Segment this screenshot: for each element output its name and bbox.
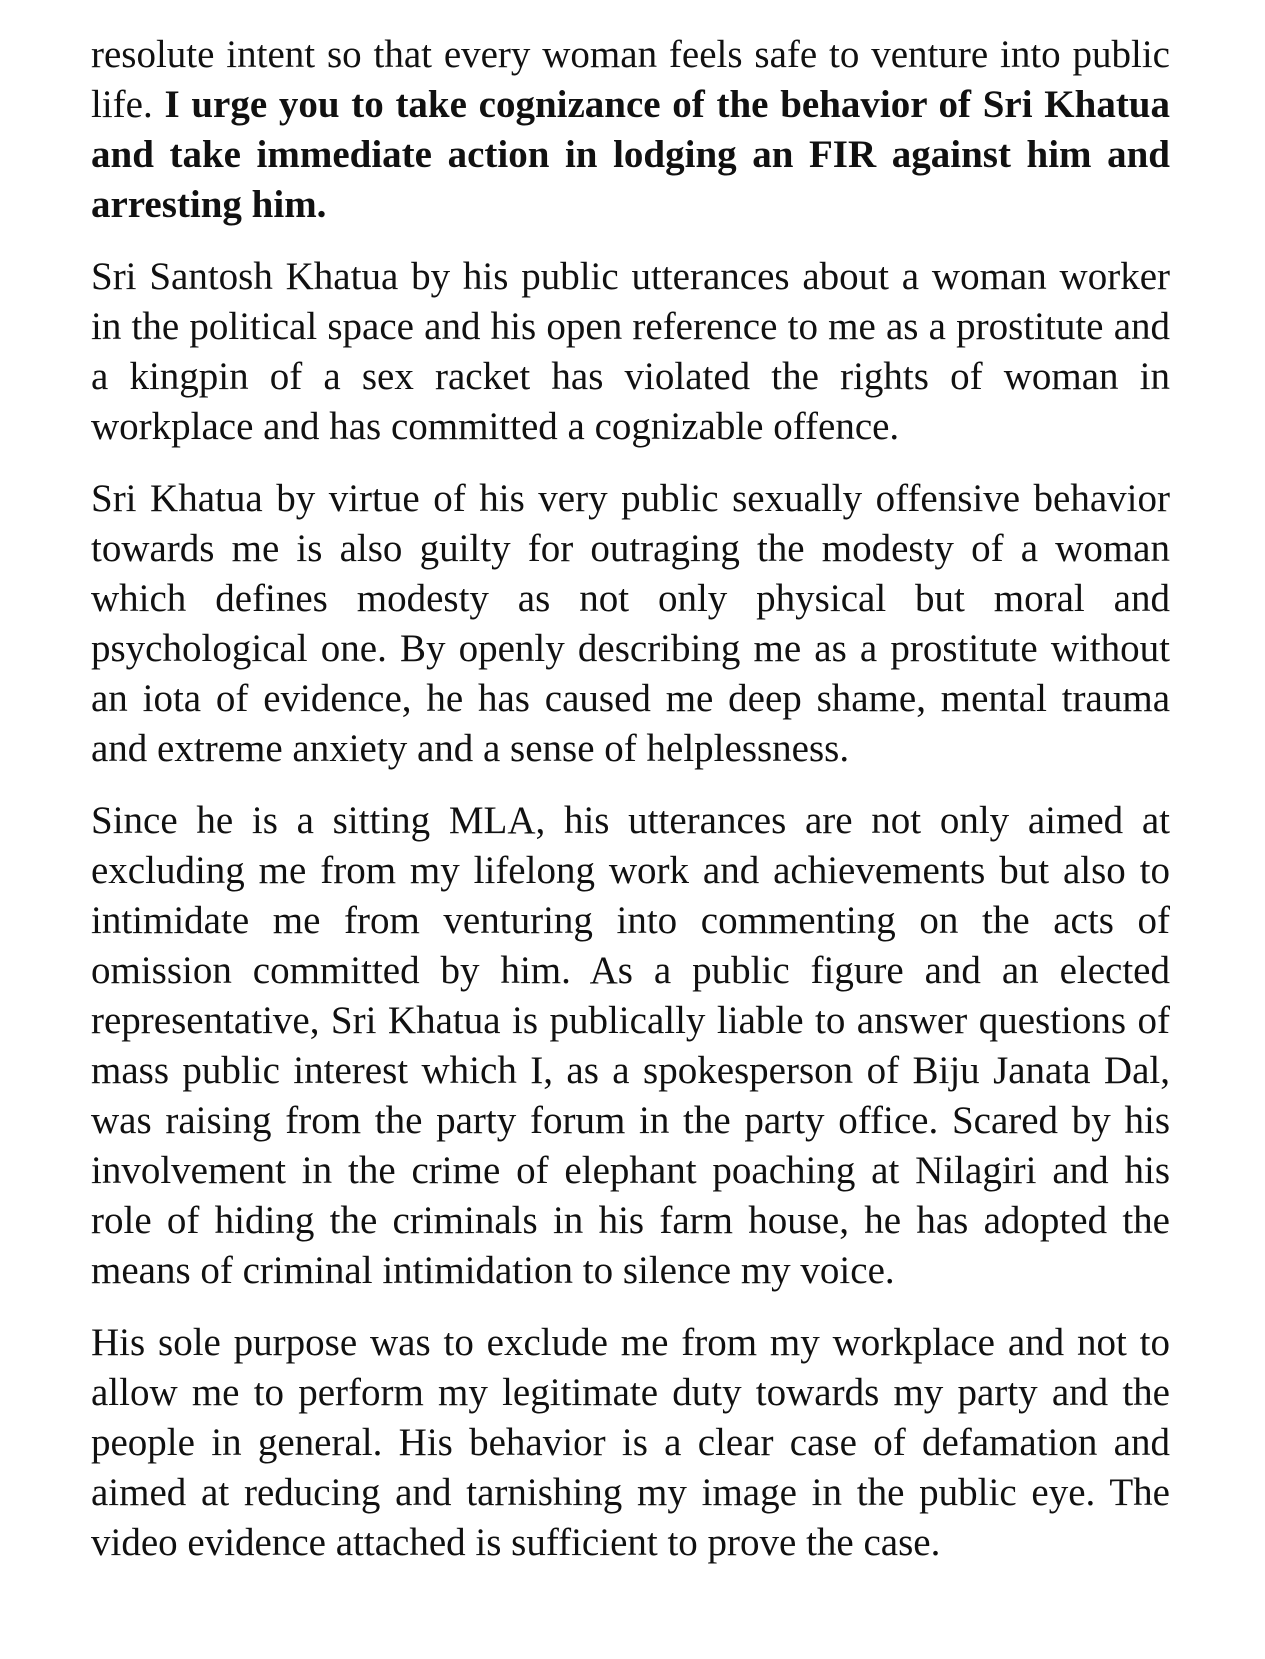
document-page [91, 30, 1170, 1590]
paragraph-5: His sole purpose was to exclude me from my workplace and not to allow me to perform my legitimate duty towards my party and the people in general. His behavior is a clear case of defamation and aimed at reducing and tarnishing my image in the public eye. The video evidence attached is sufficient to prove the case. [91, 1321, 1170, 1564]
paragraph-4: Since he is a sitting MLA, his utterances are not only aimed at excluding me from my lifelong work and achievements but also to intimidate me from venturing into commenting on the acts of omission committed by him. As a public figure and an elected representative, Sri Khatua is publically liable to answer questions of mass public interest which I, as a spokesperson of Biju Janata Dal, was raising from the party forum in the party office. Scared by his involvement in the crime of elephant poaching at Nilagiri and his role of hiding the criminals in his farm house, he has adopted the means of criminal intimidation to silence my voice. [91, 799, 1170, 1292]
paragraph-2: Sri Santosh Khatua by his public utterances about a woman worker in the political space and his open reference to me as a prostitute and a kingpin of a sex racket has violated the rights of woman in workplace and has committed a cognizable offence. [91, 255, 1170, 448]
paragraph-1 [91, 30, 1170, 230]
paragraph-1-emphasis: I urge you to take cognizance of the behavior of Sri Khatua and take immediate action in lodging an FIR against him and arresting him. [91, 83, 1170, 226]
paragraph-1-text: resolute intent so that every woman feels safe to venture into public life. [91, 33, 1170, 126]
paragraph-3: Sri Khatua by virtue of his very public sexually offensive behavior towards me is also guilty for outraging the modesty of a woman which defines modesty as not only physical but moral and psychological one. By openly describing me as a prostitute without an iota of evidence, he has caused me deep shame, mental trauma and extreme anxiety and a sense of helplessness. [91, 477, 1170, 770]
